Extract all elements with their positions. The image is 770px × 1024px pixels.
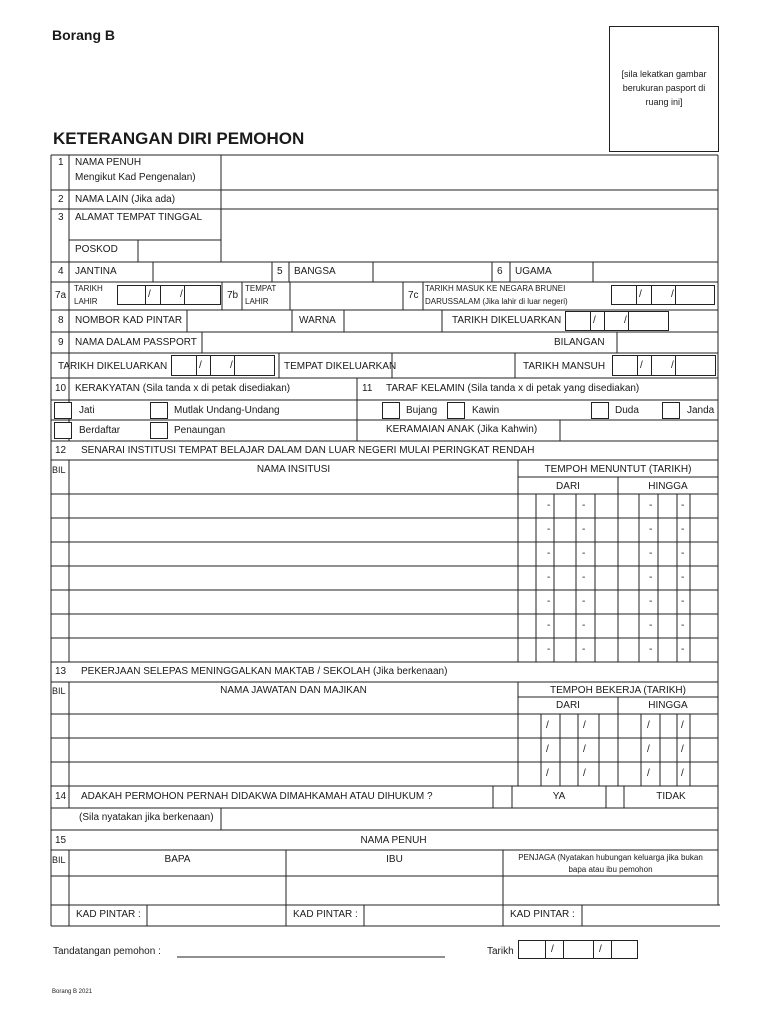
label-kad-pintar-penjaga: KAD PINTAR :: [510, 909, 575, 920]
col-bil: BIL: [52, 686, 66, 696]
label-warna: WARNA: [299, 315, 336, 326]
row-number: 13: [55, 666, 67, 677]
label-tarikh: Tarikh: [487, 946, 514, 957]
institusi-row[interactable]: [70, 567, 517, 590]
date-separator: /: [546, 768, 549, 779]
label-jati: Jati: [79, 405, 95, 416]
label-ikut-kad: Mengikut Kad Pengenalan): [75, 172, 196, 183]
label-tarikh-mansuh: TARIKH MANSUH: [523, 361, 606, 372]
row-number: 7a: [55, 290, 67, 301]
institusi-row[interactable]: [70, 543, 517, 566]
date-separator: /: [583, 720, 586, 731]
date-separator: /: [593, 315, 596, 326]
date-separator: /: [647, 768, 650, 779]
date-separator: /: [681, 720, 684, 731]
tarikh-masuk-date-field[interactable]: [611, 285, 715, 305]
col-dari: DARI: [556, 700, 580, 711]
date-separator: -: [649, 644, 653, 655]
date-separator: /: [551, 944, 554, 955]
label-janda: Janda: [687, 405, 715, 416]
date-separator: -: [649, 572, 653, 583]
section-12-title: SENARAI INSTITUSI TEMPAT BELAJAR DALAM DAN LUAR NEGERI MULAI PERINGKAT RENDAH: [81, 445, 535, 456]
date-separator: /: [671, 360, 674, 371]
date-separator: /: [583, 744, 586, 755]
label-kerakyatan: KERAKYATAN (Sila tanda x di petak disediakan): [75, 383, 291, 394]
tarikh-lahir-date-field[interactable]: [117, 285, 221, 305]
bilangan-passport-input[interactable]: [618, 333, 717, 352]
date-separator: -: [582, 620, 586, 631]
nama-penjaga-input[interactable]: [504, 877, 717, 904]
institusi-row[interactable]: [70, 591, 517, 614]
form-code: Borang B: [52, 27, 115, 43]
col-penjaga: PENJAGA (Nyatakan hubungan keluarga jika bukan: [518, 853, 703, 862]
checkbox-tidak[interactable]: [607, 787, 623, 807]
col-tempoh-menuntut: TEMPOH MENUNTUT (TARIKH): [544, 464, 692, 475]
date-separator: /: [583, 768, 586, 779]
warna-input[interactable]: [345, 311, 441, 331]
label-tidak: TIDAK: [656, 791, 686, 802]
nama-bapa-input[interactable]: [70, 877, 285, 904]
checkbox-janda[interactable]: [662, 402, 680, 419]
label-keramaian-anak: KERAMAIAN ANAK (Jika Kahwin): [386, 424, 538, 435]
date-separator: /: [148, 289, 151, 300]
row-number: 2: [58, 194, 64, 205]
date-separator: /: [624, 315, 627, 326]
checkbox-penaungan[interactable]: [150, 422, 168, 439]
checkbox-jati[interactable]: [54, 402, 72, 419]
institusi-row[interactable]: [70, 495, 517, 518]
label-kawin: Kawin: [472, 405, 500, 416]
label-tempat: TEMPAT: [245, 284, 277, 293]
row-number: 1: [58, 157, 64, 168]
date-separator: -: [649, 548, 653, 559]
checkbox-duda[interactable]: [591, 402, 609, 419]
date-separator: -: [681, 548, 685, 559]
bangsa-input[interactable]: [374, 263, 491, 281]
nama-ibu-input[interactable]: [287, 877, 502, 904]
date-separator: -: [547, 548, 551, 559]
date-separator: -: [547, 572, 551, 583]
col-bil: BIL: [52, 465, 66, 475]
row-number: 3: [58, 212, 64, 223]
label-ya: YA: [552, 791, 566, 802]
passport-tarikh-dikeluarkan-date-field[interactable]: [171, 355, 275, 376]
label-masuk-darussalam: DARUSSALAM (Jika lahir di luar negeri): [425, 297, 568, 306]
label-nama-lain: NAMA LAIN (Jika ada): [75, 194, 176, 205]
label-kad-pintar-bapa: KAD PINTAR :: [76, 909, 141, 920]
col-tempoh-bekerja: TEMPOH BEKERJA (TARIKH): [550, 685, 686, 696]
row-number: 7c: [408, 290, 419, 301]
date-separator: /: [647, 744, 650, 755]
col-hingga: HINGGA: [648, 700, 688, 711]
label-bilangan: BILANGAN: [554, 337, 605, 348]
label-ugama: UGAMA: [515, 266, 552, 277]
row-number: 10: [55, 383, 67, 394]
date-separator: -: [649, 596, 653, 607]
col-bapa: BAPA: [164, 854, 191, 865]
date-separator: -: [547, 644, 551, 655]
date-separator: /: [647, 720, 650, 731]
date-separator: /: [681, 744, 684, 755]
page-title: KETERANGAN DIRI PEMOHON: [53, 129, 305, 148]
date-separator: -: [681, 620, 685, 631]
label-sila-nyatakan: (Sila nyatakan jika berkenaan): [79, 812, 214, 823]
label-nombor-kad-pintar: NOMBOR KAD PINTAR: [75, 315, 183, 326]
label-kad-pintar-ibu: KAD PINTAR :: [293, 909, 358, 920]
checkbox-bujang[interactable]: [382, 402, 400, 419]
tempat-dikeluarkan-input[interactable]: [393, 354, 514, 377]
col-penjaga-note: bapa atau ibu pemohon: [568, 865, 653, 874]
row-number: 12: [55, 445, 67, 456]
col-ibu: IBU: [386, 854, 403, 865]
row-number: 4: [58, 266, 64, 277]
date-separator: -: [547, 596, 551, 607]
institusi-row[interactable]: [70, 615, 517, 638]
tandatangan-field[interactable]: [177, 940, 445, 957]
col-hingga: HINGGA: [648, 481, 688, 492]
date-separator: -: [547, 620, 551, 631]
date-separator: -: [582, 524, 586, 535]
label-duda: Duda: [615, 405, 639, 416]
nama-penuh-input[interactable]: [222, 156, 717, 189]
date-separator: -: [681, 596, 685, 607]
date-separator: /: [180, 289, 183, 300]
label-berdaftar: Berdaftar: [79, 425, 121, 436]
row-number: 14: [55, 791, 67, 802]
date-separator: -: [582, 500, 586, 511]
label-tarikh-dikeluarkan: TARIKH DIKELUARKAN: [58, 361, 168, 372]
ugama-input[interactable]: [594, 263, 717, 281]
date-separator: /: [599, 944, 602, 955]
date-separator: -: [582, 644, 586, 655]
label-tandatangan: Tandatangan pemohon :: [53, 946, 161, 957]
date-separator: -: [681, 500, 685, 511]
date-separator: /: [671, 289, 674, 300]
checkbox-kawin[interactable]: [447, 402, 465, 419]
label-jantina: JANTINA: [75, 266, 117, 277]
date-separator: -: [547, 500, 551, 511]
kad-tarikh-dikeluarkan-date-field[interactable]: [565, 311, 669, 331]
date-separator: -: [649, 524, 653, 535]
row-number: 11: [362, 383, 373, 394]
nama-lain-input[interactable]: [222, 191, 717, 208]
label-lahir: LAHIR: [74, 297, 98, 306]
date-separator: -: [681, 524, 685, 535]
label-masuk-brunei: TARIKH MASUK KE NEGARA BRUNEI: [425, 284, 566, 293]
tempat-lahir-input[interactable]: [291, 283, 402, 309]
label-didakwa: ADAKAH PERMOHON PERNAH DIDAKWA DIMAHKAMAH ATAU DIHUKUM ?: [81, 791, 433, 802]
footer-code: Borang B 2021: [52, 989, 93, 995]
date-separator: /: [199, 360, 202, 371]
kad-pintar-bapa-input[interactable]: [148, 906, 285, 925]
passport-photo-box[interactable]: [609, 26, 719, 152]
date-separator: -: [582, 596, 586, 607]
col-bil: BIL: [52, 855, 66, 865]
keramaian-anak-input[interactable]: [561, 421, 717, 440]
col-nama-institusi: NAMA INSITUSI: [256, 464, 331, 475]
date-separator: /: [681, 768, 684, 779]
date-separator: /: [639, 289, 642, 300]
date-separator: /: [640, 360, 643, 371]
row-number: 8: [58, 315, 64, 326]
jantina-input[interactable]: [154, 263, 271, 281]
photo-instruction: [sila lekatkan gambar berukuran pasport di ruang ini]: [621, 69, 707, 107]
checkbox-ya[interactable]: [494, 787, 511, 807]
date-separator: /: [546, 744, 549, 755]
institusi-row[interactable]: [70, 639, 517, 662]
row-number: 5: [277, 266, 283, 277]
keterangan-hukuman-input[interactable]: [222, 809, 717, 829]
label-mutlak: Mutlak Undang-Undang: [174, 405, 280, 416]
date-separator: -: [547, 524, 551, 535]
label-tempat-dikeluarkan: TEMPAT DIKELUARKAN: [284, 361, 397, 372]
label-alamat: ALAMAT TEMPAT TINGGAL: [75, 212, 203, 223]
section-13-title: PEKERJAAN SELEPAS MENINGGALKAN MAKTAB / SEKOLAH (Jika berkenaan): [81, 666, 448, 677]
poskod-input[interactable]: [139, 241, 220, 261]
label-bangsa: BANGSA: [294, 266, 336, 277]
label-tarikh: TARIKH: [74, 284, 103, 293]
label-taraf-kelamin: TARAF KELAMIN (Sila tanda x di petak yang disediakan): [386, 383, 640, 394]
label-nama-penuh: NAMA PENUH: [75, 157, 142, 168]
label-poskod: POSKOD: [75, 244, 118, 255]
row-number: 6: [497, 266, 503, 277]
date-separator: -: [582, 548, 586, 559]
row-number: 15: [55, 835, 67, 846]
kad-pintar-ibu-input[interactable]: [365, 906, 502, 925]
label-nama-passport: NAMA DALAM PASSPORT: [75, 337, 197, 348]
date-separator: -: [582, 572, 586, 583]
tarikh-tandatangan-date-field[interactable]: [518, 940, 638, 959]
date-separator: -: [649, 620, 653, 631]
section-15-title: NAMA PENUH: [360, 835, 427, 846]
pekerjaan-row[interactable]: [70, 739, 517, 762]
kad-pintar-penjaga-input[interactable]: [583, 906, 719, 925]
checkbox-mutlak[interactable]: [150, 402, 168, 419]
row-number: 9: [58, 337, 64, 348]
date-separator: /: [546, 720, 549, 731]
row-number: 7b: [227, 290, 239, 301]
col-dari: DARI: [556, 481, 580, 492]
nama-passport-input[interactable]: [203, 333, 543, 352]
pekerjaan-row[interactable]: [70, 763, 517, 786]
tarikh-mansuh-date-field[interactable]: [612, 355, 716, 376]
checkbox-berdaftar[interactable]: [54, 422, 72, 439]
col-nama-jawatan: NAMA JAWATAN DAN MAJIKAN: [220, 685, 367, 696]
date-separator: -: [681, 644, 685, 655]
alamat-input[interactable]: [222, 210, 717, 261]
date-separator: /: [230, 360, 233, 371]
institusi-row[interactable]: [70, 519, 517, 542]
label-tarikh-dikeluarkan: TARIKH DIKELUARKAN: [452, 315, 562, 326]
date-separator: -: [649, 500, 653, 511]
label-lahir: LAHIR: [245, 297, 269, 306]
date-separator: -: [681, 572, 685, 583]
label-penaungan: Penaungan: [174, 425, 226, 436]
pekerjaan-row[interactable]: [70, 715, 517, 738]
label-bujang: Bujang: [406, 405, 438, 416]
nombor-kad-pintar-input[interactable]: [188, 311, 291, 331]
